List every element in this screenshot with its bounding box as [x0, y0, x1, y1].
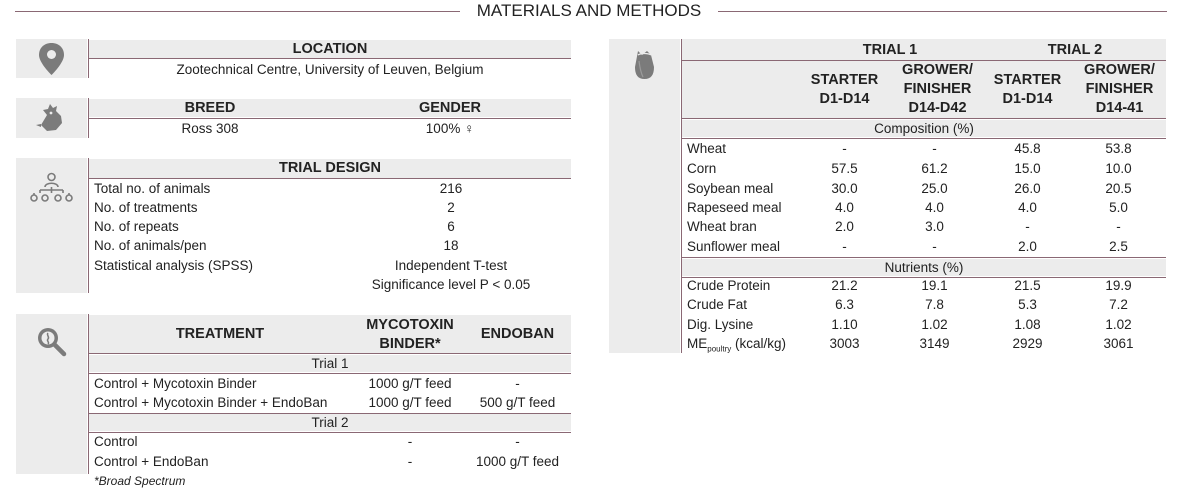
page-title: MATERIALS AND METHODS — [460, 0, 718, 22]
chicken-icon — [16, 98, 87, 138]
diet-cell: 10.0 — [1105, 161, 1132, 176]
breed-value: Ross 308 — [181, 121, 239, 136]
diet-cell: 3149 — [919, 336, 950, 351]
diet-cell: 5.3 — [1018, 297, 1037, 312]
diet-cell: 2.5 — [1109, 239, 1128, 254]
diet-cell: 3061 — [1103, 336, 1134, 351]
diet-col-header: GROWER/ — [902, 62, 973, 78]
treatment-binder: - — [407, 454, 413, 469]
diet-cell: 6.3 — [835, 297, 854, 312]
trial-design-label: Total no. of animals — [94, 181, 211, 196]
diet-row-label: Wheat bran — [687, 219, 757, 234]
nutrients-subheader: Nutrients (%) — [682, 259, 1166, 276]
diet-cell: 2929 — [1012, 336, 1043, 351]
diet-cell: 1.02 — [921, 317, 948, 332]
people-hierarchy-icon — [16, 158, 87, 208]
diet-row-label: Crude Fat — [687, 297, 748, 312]
trial-design-value: 2 — [447, 200, 455, 215]
diet-cell: 30.0 — [831, 181, 858, 196]
treatment-name: Control — [94, 434, 138, 449]
diet-cell: - — [932, 141, 937, 156]
trial-design-label: No. of animals/pen — [94, 238, 207, 253]
diet-col-header: D14-41 — [1095, 100, 1144, 116]
diet-cell: 53.8 — [1105, 141, 1132, 156]
treatment-icon-cell — [16, 314, 87, 474]
trial2-subheader: Trial 2 — [89, 414, 571, 431]
diet-cell: - — [1025, 219, 1030, 234]
diet-cell: 19.1 — [921, 278, 948, 293]
trial-design-label: No. of treatments — [94, 200, 198, 215]
treatment-name: Control + EndoBan — [94, 454, 209, 469]
treatment-endoban: - — [515, 434, 520, 449]
binder-col-header-line2: BINDER* — [379, 336, 441, 352]
diet-cell: 1.08 — [1014, 317, 1041, 332]
diet-cell: 57.5 — [831, 161, 858, 176]
diet-cell: 21.5 — [1014, 278, 1041, 293]
gender-col-header: GENDER — [418, 100, 482, 116]
diet-cell: 2.0 — [1018, 239, 1037, 254]
treatment-binder: 1000 g/T feed — [368, 376, 452, 391]
diet-row-label: Crude Protein — [687, 278, 771, 293]
treatment-name: Control + Mycotoxin Binder — [94, 376, 257, 391]
diet-col-header: D14-D42 — [908, 100, 967, 116]
diet-row-label — [687, 335, 786, 359]
diet-cell: 3.0 — [925, 219, 944, 234]
diet-row-label: Sunflower meal — [687, 239, 781, 254]
diet-cell: 20.5 — [1105, 181, 1132, 196]
treatment-footnote: *Broad Spectrum — [94, 474, 186, 488]
diet-cell: 4.0 — [835, 200, 854, 215]
treatment-col-header: TREATMENT — [175, 326, 265, 342]
me-label-sub: poultry — [707, 344, 732, 354]
composition-subheader: Composition (%) — [682, 120, 1166, 137]
diet-cell: 45.8 — [1014, 141, 1041, 156]
diet-cell: - — [842, 239, 847, 254]
diet-cell: 15.0 — [1014, 161, 1041, 176]
trial2-header: TRIAL 2 — [1047, 42, 1103, 58]
treatment-name: Control + Mycotoxin Binder + EndoBan — [94, 395, 328, 410]
diet-row-label: Corn — [687, 161, 717, 176]
trial-design-label: No. of repeats — [94, 219, 179, 234]
diet-col-header: FINISHER — [903, 81, 972, 97]
diet-cell: - — [932, 239, 937, 254]
diet-cell: - — [1116, 219, 1121, 234]
diet-cell: 25.0 — [921, 181, 948, 196]
trial1-header: TRIAL 1 — [862, 42, 918, 58]
diet-icon-cell — [609, 39, 680, 353]
trial-design-value: Independent T-test — [394, 258, 508, 273]
diet-row-label: Soybean meal — [687, 181, 774, 196]
diet-col-header: D1-D14 — [1002, 91, 1053, 107]
diet-cell: 1.02 — [1105, 317, 1132, 332]
diet-cell: 19.9 — [1105, 278, 1132, 293]
magnifier-icon — [16, 314, 87, 364]
diet-cell: 4.0 — [1018, 200, 1037, 215]
me-label-unit: (kcal/kg) — [731, 336, 787, 351]
treatment-binder: 1000 g/T feed — [368, 395, 452, 410]
diet-row-label: Rapeseed meal — [687, 200, 782, 215]
breed-col-header: BREED — [184, 100, 236, 116]
endoban-col-header: ENDOBAN — [480, 326, 555, 342]
treatment-endoban: 1000 g/T feed — [475, 454, 560, 469]
trial-design-value: 216 — [439, 181, 463, 196]
trial-design-value: 18 — [443, 238, 459, 253]
trial-design-label: Statistical analysis (SPSS) — [94, 258, 254, 273]
feed-bag-icon — [609, 39, 680, 89]
diet-col-header: FINISHER — [1085, 81, 1154, 97]
diet-cell: 4.0 — [925, 200, 944, 215]
diet-row-label: Dig. Lysine — [687, 317, 754, 332]
diet-col-header: D1-D14 — [819, 91, 870, 107]
treatment-binder: - — [407, 434, 413, 449]
me-label-main: ME — [687, 336, 708, 351]
diet-cell: 26.0 — [1014, 181, 1041, 196]
diet-cell: 1.10 — [831, 317, 858, 332]
diet-cell: 7.2 — [1109, 297, 1128, 312]
diet-cell: 61.2 — [921, 161, 948, 176]
diet-row-label: Wheat — [687, 141, 727, 156]
diet-cell: 5.0 — [1109, 200, 1128, 215]
binder-col-header-line1: MYCOTOXIN — [366, 317, 454, 333]
diet-cell: - — [842, 141, 847, 156]
diet-col-header: STARTER — [810, 72, 879, 88]
trial-design-value: Significance level P < 0.05 — [371, 277, 531, 292]
diet-cell: 7.8 — [925, 297, 944, 312]
diet-cell: 2.0 — [835, 219, 854, 234]
diet-cell: 21.2 — [831, 278, 858, 293]
treatment-endoban: - — [515, 376, 520, 391]
diet-col-header: GROWER/ — [1084, 62, 1155, 78]
diet-cell: 3003 — [829, 336, 860, 351]
location-icon-cell — [16, 39, 87, 78]
location-header: LOCATION — [89, 40, 571, 58]
treatment-endoban: 500 g/T feed — [479, 395, 556, 410]
gender-value: 100% ♀ — [425, 121, 475, 136]
location-pin-icon — [16, 39, 87, 78]
diet-col-header: STARTER — [993, 72, 1062, 88]
location-value: Zootechnical Centre, University of Leuven, Belgium — [176, 62, 484, 77]
trial-design-value: 6 — [447, 219, 455, 234]
breed-icon-cell — [16, 98, 87, 138]
trial-design-icon-cell — [16, 158, 87, 293]
trial1-subheader: Trial 1 — [89, 355, 571, 372]
trial-design-header: TRIAL DESIGN — [89, 159, 571, 178]
